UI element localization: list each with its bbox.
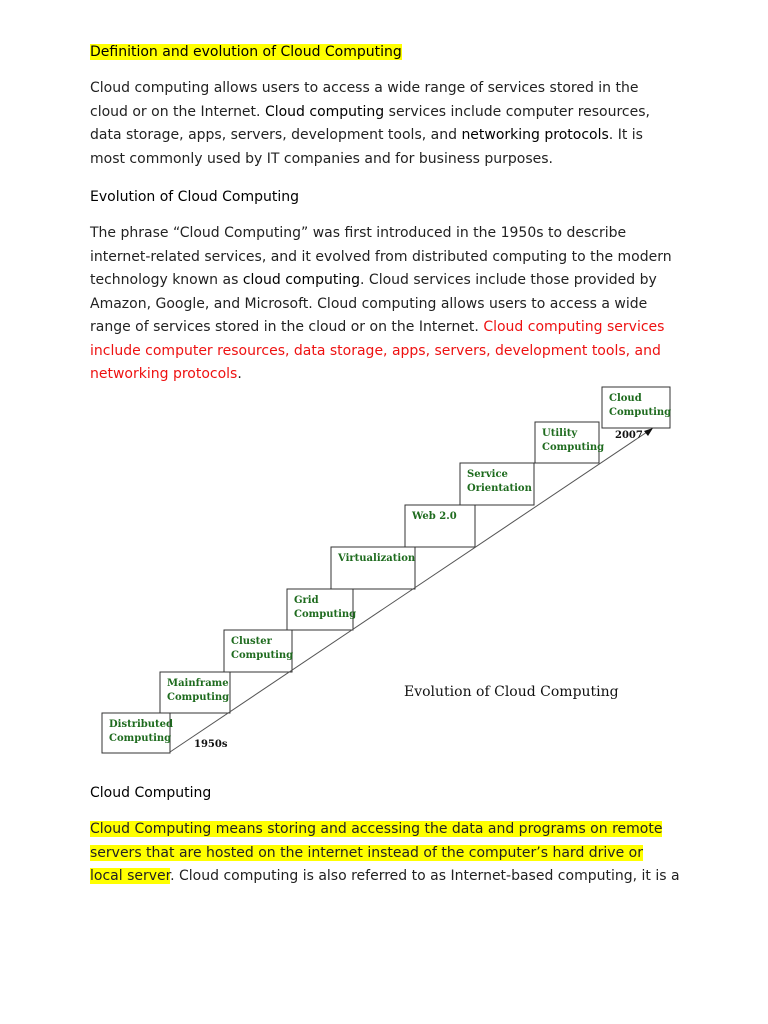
- diagram-caption: Evolution of Cloud Computing: [404, 684, 619, 700]
- step-label-9: Cloud: [609, 393, 642, 404]
- step-label-3: Cluster: [231, 636, 272, 647]
- intro-link-cloud-computing[interactable]: Cloud computing: [264, 103, 385, 120]
- evolution-text-e: .: [237, 366, 242, 382]
- end-year-label: 2007: [615, 430, 643, 441]
- step-label-4: Grid: [294, 595, 319, 606]
- step-label-1: Distributed: [109, 719, 174, 730]
- intro-link-networking-protocols[interactable]: networking protocols: [461, 127, 609, 143]
- evolution-heading: Evolution of Cloud Computing: [90, 189, 299, 205]
- evolution-link-cloud-computing[interactable]: cloud computing: [242, 272, 361, 288]
- step-label-2: Mainframe: [167, 678, 229, 689]
- step-label-5: Virtualization: [338, 553, 416, 564]
- start-year-label: 1950s: [194, 739, 228, 750]
- step-sublabel-9: Computing: [609, 407, 672, 418]
- step-label-8: Utility: [542, 428, 578, 439]
- step-label-7: Service: [467, 469, 508, 480]
- step-sublabel-7: Orientation: [467, 483, 532, 494]
- cloud-computing-heading: Cloud Computing: [90, 785, 212, 801]
- step-sublabel-8: Computing: [542, 442, 605, 453]
- cloud-text-b: . Cloud computing is also referred to as Internet-based computing, it is a: [170, 868, 680, 884]
- evolution-text-c: . Cloud services include those provided by Amazon, Google, and Microsoft. Cloud computing allows users to access a wide range of services stored in the cloud or on the Internet.: [90, 272, 657, 335]
- intro-text-a: Cloud computing allows users to access a wide range of services stored in the cloud or on the Internet.: [90, 80, 639, 120]
- step-sublabel-1: Computing: [109, 733, 172, 744]
- evolution-text-a: The phrase “Cloud Computing” was first introduced in the 1950s to describe internet-related services, and it evolved from distributed computing to the modern technology known as: [90, 225, 672, 288]
- doc-title-text: Definition and evolution of Cloud Computing: [90, 44, 402, 60]
- evolution-red-text: Cloud computing services include computer resources, data storage, apps, servers, development tools, and networking protocols: [90, 319, 665, 382]
- intro-text-e: . It is most commonly used by IT companies and for business purposes.: [90, 127, 643, 167]
- step-sublabel-3: Computing: [231, 650, 294, 661]
- step-sublabel-4: Computing: [294, 609, 357, 620]
- cloud-highlighted-text: Cloud Computing means storing and accessing the data and programs on remote servers that are hosted on the internet instead of the computer’s hard drive or local server: [90, 821, 663, 884]
- intro-text-c: services include computer resources, data storage, apps, servers, development tools, and: [90, 103, 650, 143]
- step-sublabel-2: Computing: [167, 692, 230, 703]
- timeline-arrow-line: [170, 430, 650, 752]
- timeline-arrowhead: [644, 428, 653, 436]
- step-label-6: Web 2.0: [412, 511, 457, 522]
